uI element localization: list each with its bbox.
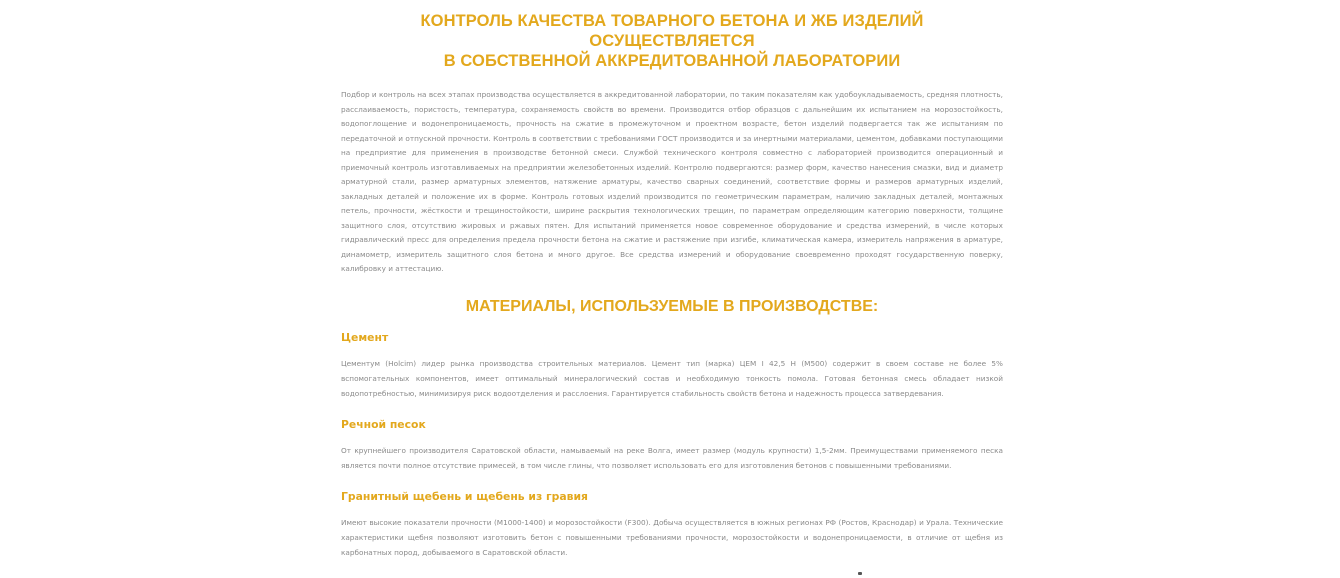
material-item-gravel — [341, 490, 1003, 560]
material-item-cement — [341, 331, 1003, 401]
materials-section-title: МАТЕРИАЛЫ, ИСПОЛЬЗУЕМЫЕ В ПРОИЗВОДСТВЕ: — [465, 297, 879, 315]
lab-description: Подбор и контроль на всех этапах производства осуществляется в аккредитованной лаборатории, по таким показателям как удобоукладываемость, средняя плотность, расслаиваемость, пористость, температура, сохраняемость свойств во времени. Производится отбор образцов с дальнейшим их испытанием на морозостойкость, водопоглощение и водонепроницаемость, прочность на сжатие в промежуточном и проектном возрасте, бетон изделий подвергается так же испытаниям по передаточной и отпускной прочности. Контроль в соответствии с требованиями ГОСТ производится и за инертными материалами, цементом, добавками поступающими на предприятие для применения в производстве бетонной смеси. Службой технического контроля совместно с лабораторией производится операционный и приемочный контроль изготавливаемых на предприятии железобетонных изделий. Контролю подвергаются: размер форм, качество нанесения смазки, вид и диаметр арматурной стали, размер арматурных элементов, натяжение арматуры, качество сварных соединений, соответствие формы и размеров арматурных изделий, закладных деталей и положение их в форме. Контроль готовых изделий производится по геометрическим параметрам, наличию закладных деталей, монтажных петель, прочности, жёсткости и трещиностойкости, ширине раскрытия технологических трещин, по параметрам определяющим категорию поверхности, толщине защитного слоя, отсутствию жировых и ржавых пятен. Для испытаний применяется новое современное оборудование и средства измерений, в числе которых гидравлический пресс для определения предела прочности бетона на сжатие и растяжение при изгибе, климатическая камера, измеритель напряжения в арматуре, динамометр, измеритель защитного слоя бетона и много другое. Все средства измерений и оборудование своевременно проходят государственную поверку, калибровку и аттестацию. — [341, 90, 1003, 273]
material-item-sand — [341, 418, 1003, 473]
decorative-dot — [858, 572, 862, 575]
material-name: Гранитный щебень и щебень из гравия — [341, 489, 588, 503]
material-name: Цемент — [341, 330, 389, 344]
material-name: Речной песок — [341, 417, 426, 431]
material-description: Цементум (Holcim) лидер рынка производства строительных материалов. Цемент тип (марка) ЦЕМ I 42,5 Н (М500) содержит в своем составе не более 5% вспомогательных компонентов, имеет оптимальный минералогический состав и необходимую тонкость помола. Готовая бетонная смесь обладает низкой водопотребностью, минимизируя риск водоотделения и расслоения. Гарантируется стабильность свойств бетона и надежность процесса затвердевания. — [341, 358, 1003, 398]
page-title — [341, 11, 1003, 71]
page-title-line-2: В СОБСТВЕННОЙ АККРЕДИТОВАННОЙ ЛАБОРАТОРИИ — [443, 52, 901, 70]
page-title-line-1: КОНТРОЛЬ КАЧЕСТВА ТОВАРНОГО БЕТОНА И ЖБ ИЗДЕЛИЙ ОСУЩЕСТВЛЯЕТСЯ — [420, 12, 924, 50]
material-description: Имеют высокие показатели прочности (М1000-1400) и морозостойкости (F300). Добыча осуществляется в южных регионах РФ (Ростов, Краснодар) и Урала. Технические характеристики щебня позволяют изготовить бетон с повышенными требованиями прочности, морозостойкости и водонепроницаемости, в отличие от щебня из карбонатных пород, добываемого в Саратовской области. — [341, 517, 1003, 557]
material-description: От крупнейшего производителя Саратовской области, намываемый на реке Волга, имеет размер (модуль крупности) 1,5-2мм. Преимуществами применяемого песка является почти полное отсутствие примесей, в том числе глины, что позволяет использовать его для изготовления бетонов с повышенными требованиями. — [341, 445, 1003, 470]
page-content — [341, 0, 1003, 560]
